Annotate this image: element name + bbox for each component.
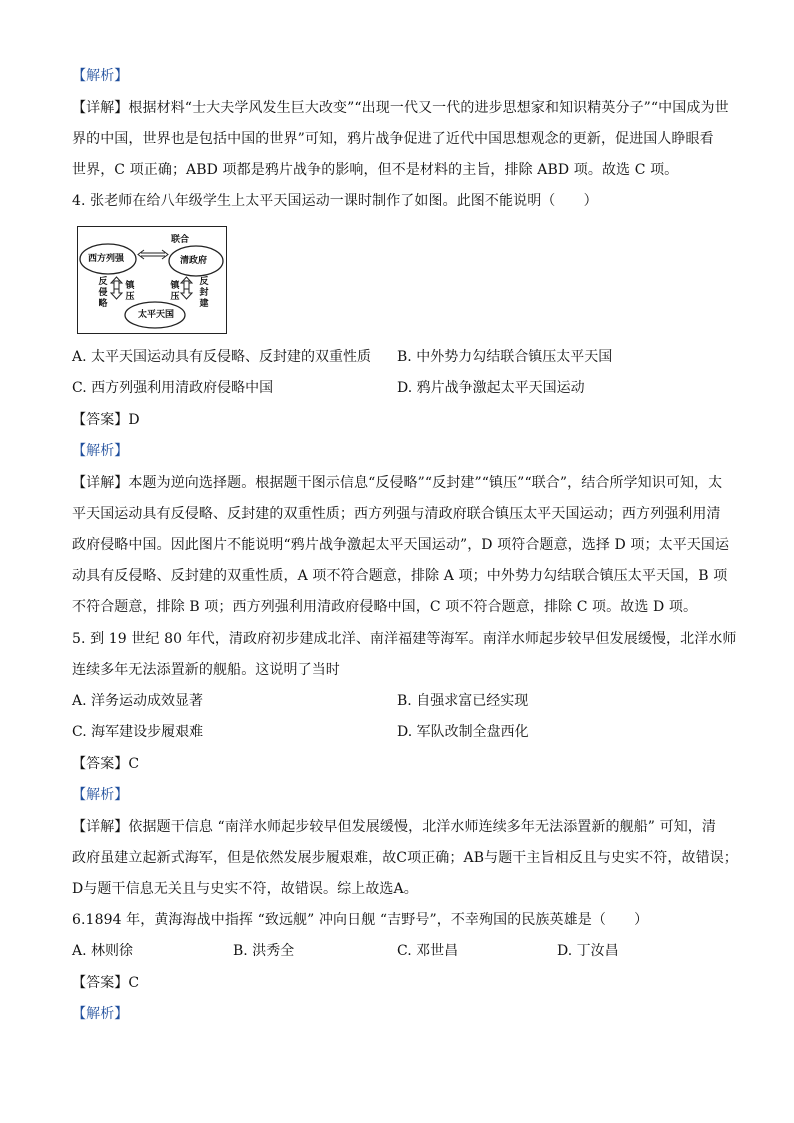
diagram-node-taiping: 太平天国 [138, 310, 175, 320]
right-up-arrow [181, 277, 192, 289]
q3-detail-line-1: 【详解】根据材料“士大夫学风发生巨大改变”“出现一代又一代的进步思想家和知识精英分子”“中国成为世 [72, 100, 729, 116]
q5-answer: 【答案】C [72, 756, 140, 772]
diagram-node-west: 西方列强 [88, 254, 125, 264]
q5-jiexi-label: 【解析】 [72, 787, 129, 803]
q5-stem-line-2: 连续多年无法添置新的舰船。这说明了当时 [72, 662, 340, 678]
q5-detail-line-1: 【详解】依据题干信息 “南洋水师起步较早但发展缓慢，北洋水师连续多年无法添置新的舰船” 可知，清 [72, 819, 717, 835]
q6-option-d: D. 丁汝昌 [557, 943, 619, 959]
diagram-label-suppress-right: 镇压 [170, 281, 180, 302]
q6-jiexi-label: 【解析】 [72, 1006, 129, 1022]
q4-detail-line-4: 动具有反侵略、反封建的双重性质，A 项不符合题意，排除 A 项；中外势力勾结联合镇压太平天国，B 项 [72, 568, 728, 584]
diagram-label-anti-feudal: 反封建 [199, 277, 209, 309]
q5-detail-line-2: 政府虽建立起新式海军，但是依然发展步履艰难，故C项正确；AB与题干主旨相反且与史实不符，故错误； [72, 850, 738, 866]
q6-option-b: B. 洪秀全 [233, 943, 295, 959]
q6-option-c: C. 邓世昌 [397, 943, 459, 959]
right-down-arrow [181, 281, 192, 299]
left-double-arrow [111, 281, 122, 299]
q4-option-d: D. 鸦片战争激起太平天国运动 [397, 380, 585, 396]
q5-option-a: A. 洋务运动成效显著 [72, 693, 204, 709]
q3-jiexi-label: 【解析】 [72, 68, 129, 84]
q3-detail-line-2: 界的中国，世界也是包括中国的世界”可知，鸦片战争促进了近代中国思想观念的更新，促进国人睁眼看 [72, 131, 714, 147]
q4-detail-line-3: 政府侵略中国。因此图片不能说明“鸦片战争激起太平天国运动”，D 项符合题意，选择 D 项；太平天国运 [72, 537, 730, 553]
q6-answer: 【答案】C [72, 975, 140, 991]
q4-stem: 4. 张老师在给八年级学生上太平天国运动一课时制作了如图。此图不能说明（ ） [72, 193, 598, 209]
q5-option-c: C. 海军建设步履艰难 [72, 724, 204, 740]
q4-answer: 【答案】D [72, 412, 140, 428]
q4-detail-line-2: 平天国运动具有反侵略、反封建的双重性质；西方列强与清政府联合镇压太平天国运动；西方列强利用清 [72, 506, 721, 522]
q4-option-b: B. 中外势力勾结联合镇压太平天国 [397, 349, 613, 365]
q6-option-a: A. 林则徐 [72, 943, 134, 959]
q4-relationship-diagram [77, 226, 227, 334]
q5-detail-line-3: D与题干信息无关且与史实不符，故错误。综上故选A。 [72, 881, 418, 897]
q4-jiexi-label: 【解析】 [72, 443, 129, 459]
q4-option-a: A. 太平天国运动具有反侵略、反封建的双重性质 [72, 349, 372, 365]
diagram-label-union: 联合 [171, 235, 190, 245]
q5-stem-line-1: 5. 到 19 世纪 80 年代，清政府初步建成北洋、南洋福建等海军。南洋水师起步较早但发展缓慢，北洋水师 [72, 631, 737, 647]
q3-detail-line-3: 世界，C 项正确；ABD 项都是鸦片战争的影响，但不是材料的主旨，排除 ABD 项。故选 C 项。 [72, 162, 679, 178]
diagram-label-anti-aggression: 反侵略 [98, 277, 108, 309]
q6-stem: 6.1894 年，黄海海战中指挥 “致远舰” 冲向日舰 “吉野号”，不幸殉国的民族英雄是（ ） [72, 912, 649, 928]
diagram-node-qing: 清政府 [180, 256, 208, 266]
q5-option-d: D. 军队改制全盘西化 [397, 724, 529, 740]
q4-option-c: C. 西方列强利用清政府侵略中国 [72, 380, 274, 396]
diagram-label-suppress-left: 镇压 [125, 281, 135, 302]
q4-detail-line-5: 不符合题意，排除 B 项；西方列强利用清政府侵略中国，C 项不符合题意，排除 C 项。故选 D 项。 [72, 599, 698, 615]
q4-detail-line-1: 【详解】本题为逆向选择题。根据题干图示信息“反侵略”“反封建”“镇压”“联合”，结合所学知识可知，太 [72, 475, 723, 491]
q5-option-b: B. 自强求富已经实现 [397, 693, 529, 709]
union-double-arrow [138, 250, 168, 259]
